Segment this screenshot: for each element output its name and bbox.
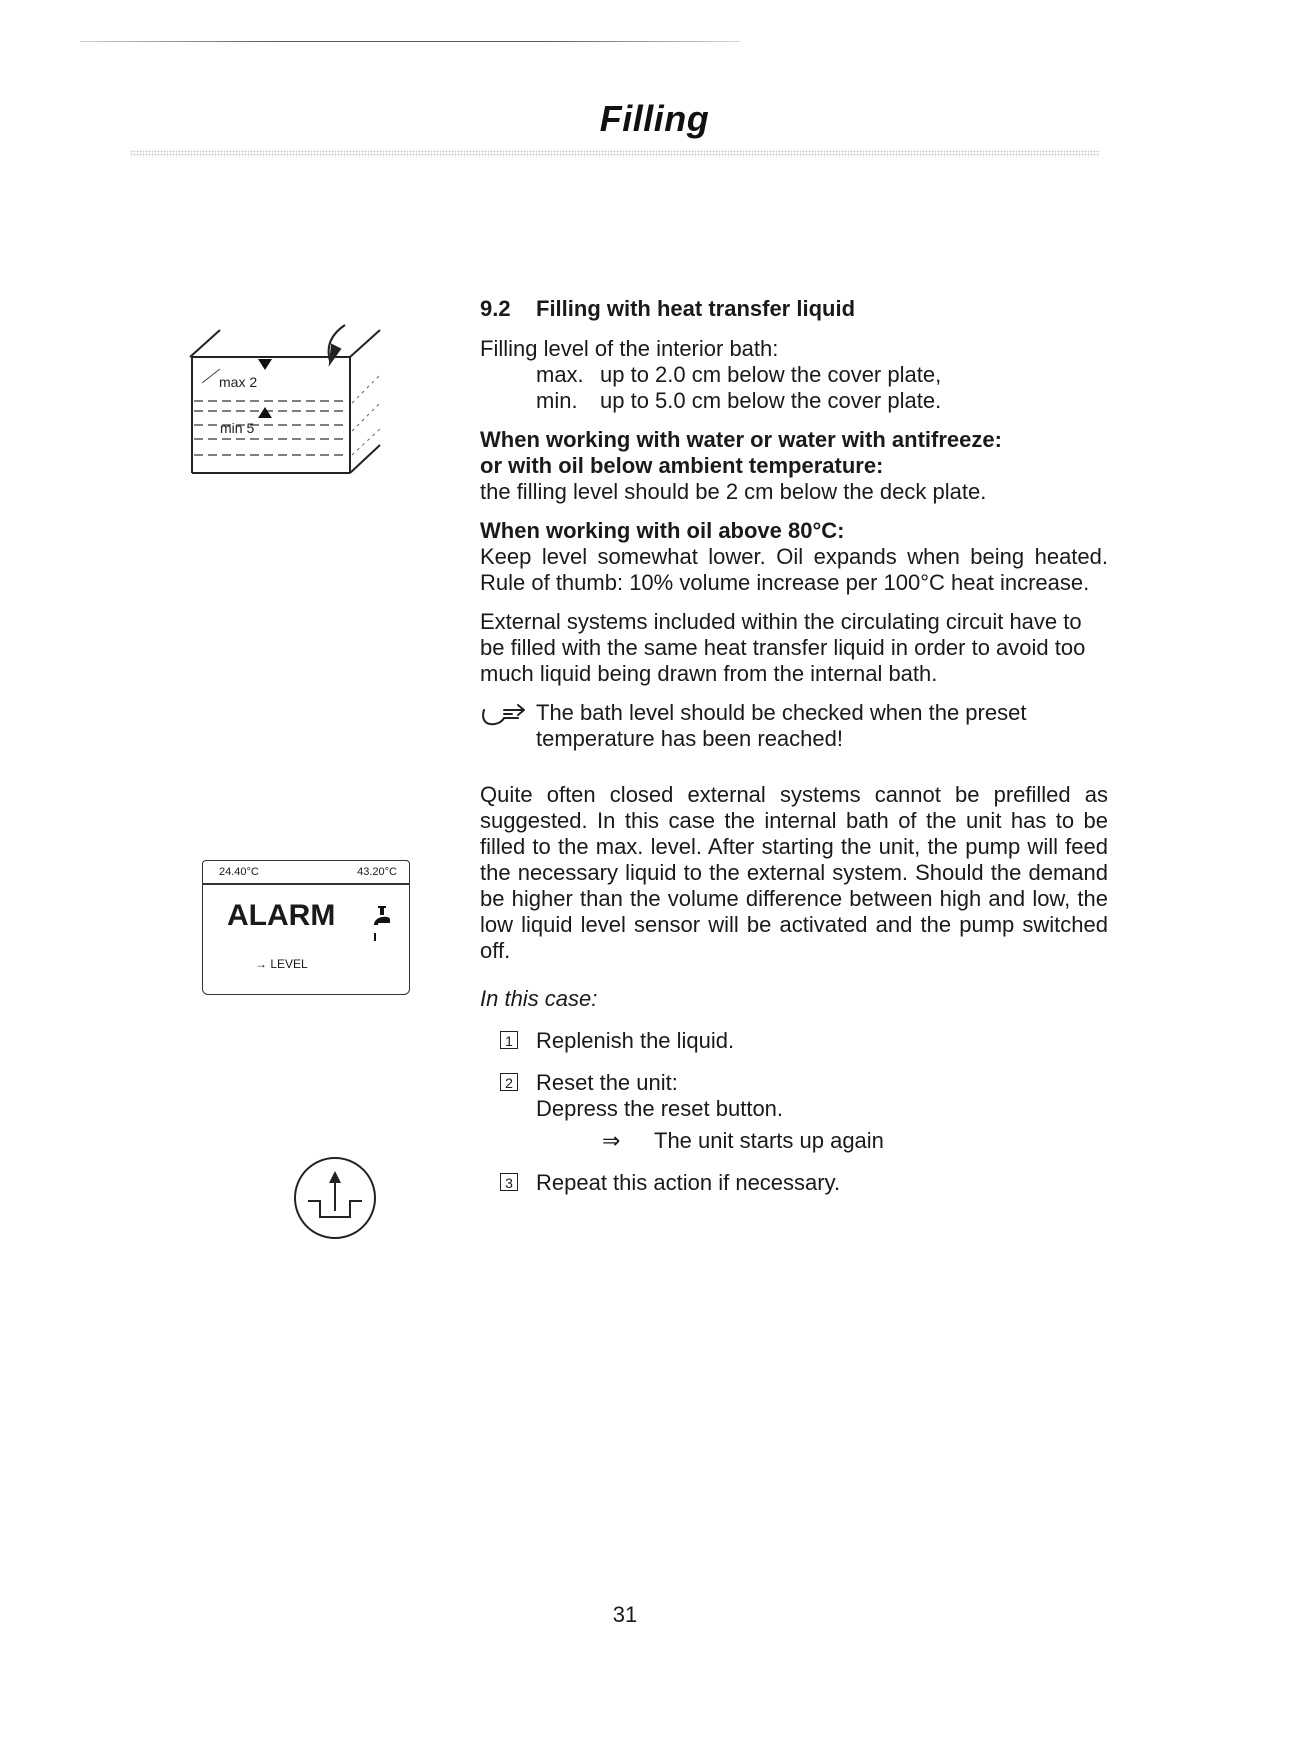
note-text: The bath level should be checked when the preset temperature has been reached! [536, 700, 1027, 751]
fill-level-intro: Filling level of the interior bath: [480, 336, 779, 361]
water-text: the filling level should be 2 cm below the deck plate. [480, 479, 987, 504]
faucet-icon [369, 903, 393, 943]
min-level-line: min. up to 5.0 cm below the cover plate. [536, 388, 942, 413]
min-label: min 5 [220, 420, 255, 436]
step-3 [480, 1170, 1108, 1196]
step-2 [480, 1070, 1108, 1154]
display-temp-left: 24.40°C [219, 866, 259, 878]
step-subtext: Depress the reset button. [536, 1096, 784, 1121]
pointing-hand-icon [480, 700, 528, 728]
step-number: 3 [500, 1173, 518, 1191]
page-number: 31 [612, 1602, 638, 1627]
result-text: The unit starts up again [654, 1128, 884, 1153]
main-content [480, 296, 1108, 1212]
water-heading-2: or with oil below ambient temperature: [480, 453, 884, 478]
oil-block [480, 518, 1108, 596]
display-temp-right: 43.20°C [357, 866, 397, 878]
title-underline-dotted [130, 150, 1100, 157]
step-number: 2 [500, 1073, 518, 1091]
top-rule [80, 41, 740, 42]
alarm-display [202, 860, 410, 995]
step-result [536, 1128, 1108, 1154]
oil-text: Keep level somewhat lower. Oil expands when being heated. Rule of thumb: 10% volume increase per 100°C heat increase. [480, 544, 1108, 595]
display-level-text: → LEVEL [255, 957, 308, 971]
page-title: Filling [599, 98, 710, 139]
section-number: 9.2 [480, 296, 511, 321]
reset-button-icon [292, 1155, 378, 1241]
display-alarm-text: ALARM [227, 899, 336, 932]
step-text: Reset the unit: [536, 1070, 678, 1095]
section-heading [480, 296, 1108, 322]
in-this-case: In this case: [480, 986, 598, 1011]
fill-level-block [480, 336, 1108, 414]
note [480, 700, 1108, 752]
step-text: Repeat this action if necessary. [536, 1170, 841, 1195]
section-title: Filling with heat transfer liquid [536, 296, 856, 321]
step-text: Replenish the liquid. [536, 1028, 735, 1053]
external-systems-text: External systems included within the circulating circuit have to be filled with the same heat transfer liquid in order to avoid too much liquid being drawn from the internal bath. [480, 609, 1086, 686]
closed-systems-text: Quite often closed external systems cannot be prefilled as suggested. In this case the internal bath of the unit has to be filled to the max. level. After starting the unit, the pump will feed the necessary liquid to the external system. Should the demand be higher than the volume difference between high and low, the low liquid level sensor will be activated and the pump switched off. [480, 782, 1108, 963]
tank-fill-level-icon [180, 305, 410, 490]
result-arrow-icon: ⇒ [602, 1128, 621, 1153]
water-heading-1: When working with water or water with antifreeze: [480, 427, 1002, 452]
step-number: 1 [500, 1031, 518, 1049]
max-level-line: max. up to 2.0 cm below the cover plate, [536, 362, 942, 387]
water-block [480, 427, 1108, 505]
max-label: max 2 [219, 374, 258, 390]
oil-heading: When working with oil above 80°C: [480, 518, 845, 543]
step-1 [480, 1028, 1108, 1054]
